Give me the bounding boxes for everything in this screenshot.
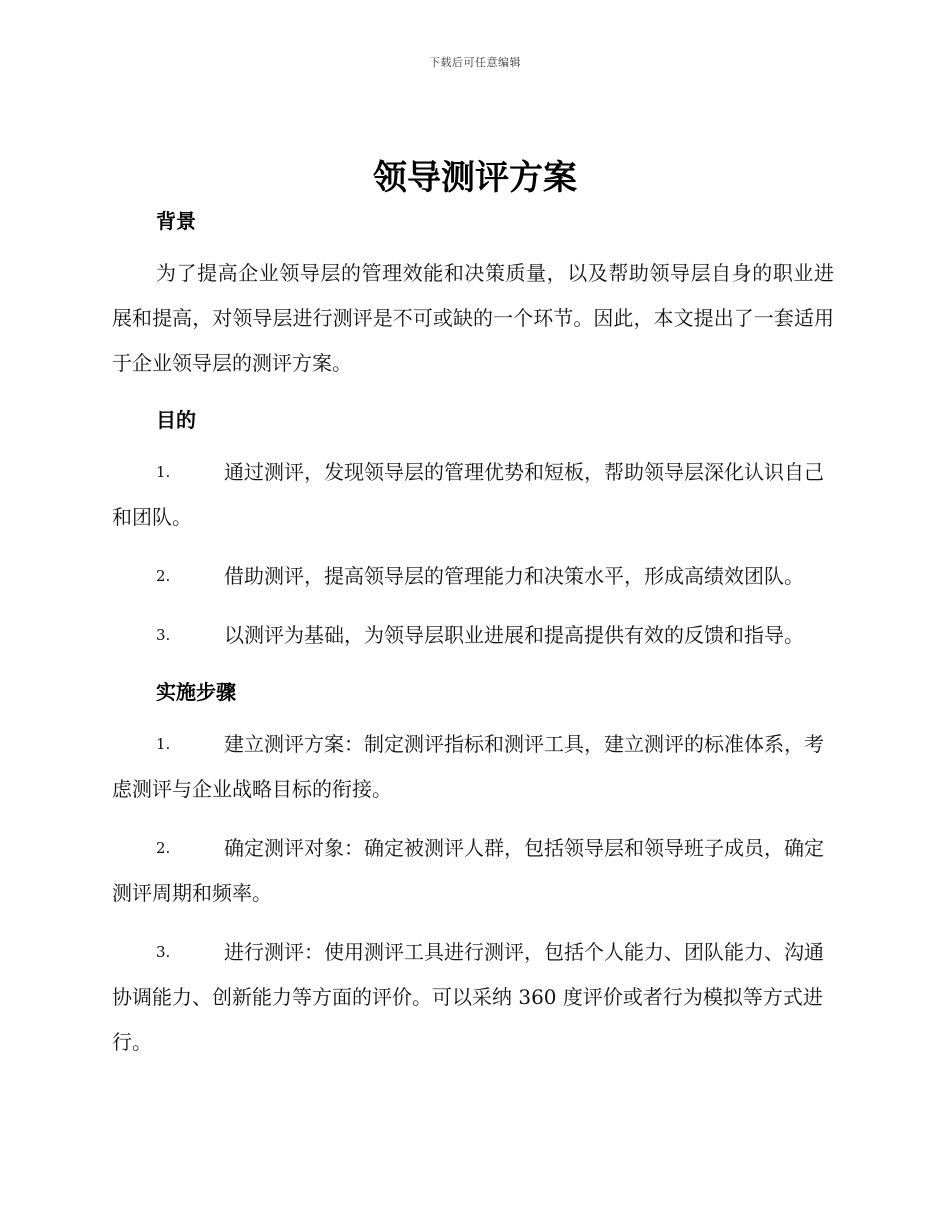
step-item bbox=[112, 826, 834, 916]
list-number: 2. bbox=[156, 839, 171, 857]
list-number: 2. bbox=[156, 567, 171, 585]
section-heading-background: 背景 bbox=[156, 209, 196, 233]
list-item-text: 借助测评，提高领导层的管理能力和决策水平，形成高绩效团队。 bbox=[224, 564, 804, 588]
background-paragraph: 为了提高企业领导层的管理效能和决策质量，以及帮助领导层自身的职业进展和提高，对领导层进行测评是不可或缺的一个环节。因此，本文提出了一套适用于企业领导层的测评方案。 bbox=[112, 261, 834, 375]
list-number: 1. bbox=[156, 463, 171, 481]
list-item-text: 建立测评方案：制定测评指标和测评工具，建立测评的标准体系，考虑测评与企业战略目标的衔接。 bbox=[112, 732, 824, 801]
list-number: 1. bbox=[156, 735, 171, 753]
purpose-item bbox=[112, 613, 834, 658]
header-note: 下载后可任意编辑 bbox=[429, 56, 521, 69]
list-item-text: 进行测评：使用测评工具进行测评，包括个人能力、团队能力、沟通协调能力、创新能力等方面的评价。可以采纳 360 度评价或者行为模拟等方式进行。 bbox=[112, 940, 824, 1054]
list-item-text: 以测评为基础，为领导层职业进展和提高提供有效的反馈和指导。 bbox=[224, 623, 804, 647]
list-item-text: 通过测评，发现领导层的管理优势和短板，帮助领导层深化认识自己和团队。 bbox=[112, 460, 824, 529]
purpose-item bbox=[112, 450, 834, 540]
document-body bbox=[112, 205, 834, 1065]
step-item bbox=[112, 930, 834, 1065]
list-number: 3. bbox=[156, 626, 171, 644]
section-heading-steps: 实施步骤 bbox=[156, 680, 236, 704]
step-item bbox=[112, 722, 834, 812]
document-title: 领导测评方案 bbox=[373, 158, 577, 198]
section-heading-purpose: 目的 bbox=[156, 408, 196, 432]
list-item-text: 确定测评对象：确定被测评人群，包括领导层和领导班子成员，确定测评周期和频率。 bbox=[112, 836, 824, 905]
purpose-item bbox=[112, 554, 834, 599]
list-number: 3. bbox=[156, 943, 171, 961]
